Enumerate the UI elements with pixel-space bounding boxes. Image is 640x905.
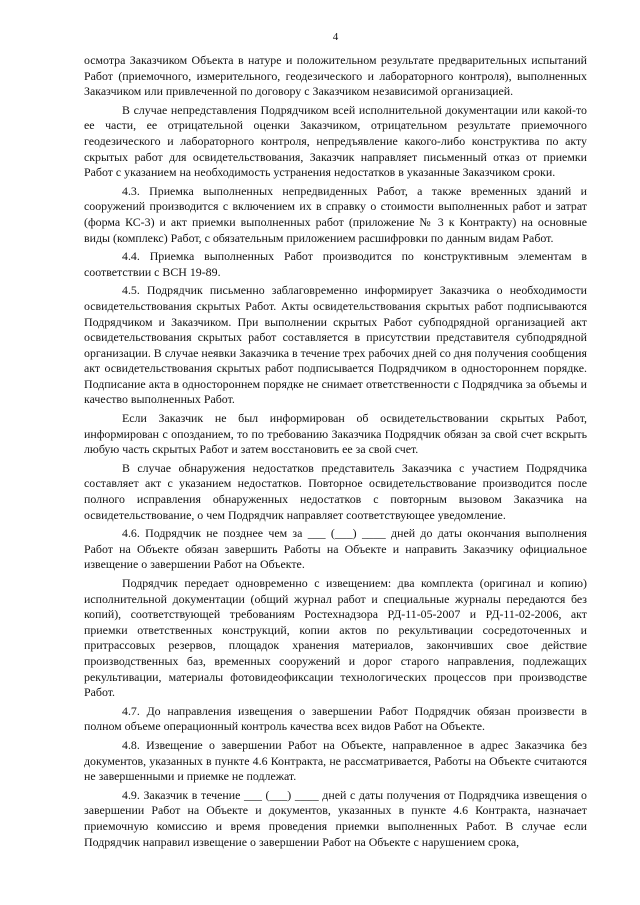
paragraph-4-5: 4.5. Подрядчик письменно заблаговременно информирует Заказчика о необходимости освидетельствования скрытых Работ. Акты освидетельствования скрытых работ подписываются Подрядчиком и Заказчиком. При выполнении скрытых Работ субподрядной организацией акт освидетельствования скрытых работ составляется в присутствии представителя субподрядной организации. В случае неявки Заказчика в течение трех рабочих дней со дня получения сообщения акт освидетельствования скрытых работ подписывается Подрядчиком в одностороннем порядке. Подписание акта в одностороннем порядке не снимает ответственности с Подрядчика за объемы и качество выполненных Работ. [84, 283, 587, 407]
paragraph-continuation: осмотра Заказчиком Объекта в натуре и положительном результате предварительных испытаний Работ (приемочного, измерительного, геодезического и лабораторного контроля), выполненных Заказчиком или привлеченной по договору с Заказчиком независимой организацией. [84, 53, 587, 99]
paragraph-documents-transfer: Подрядчик передает одновременно с извещением: два комплекта (оригинал и копию) исполнительной документации (общий журнал работ и специальные журналы передаются без копий), соответствующей требованиям Ростехнадзора РД-11-05-2007 и РД-11-02-2006, акт приемки ответственных конструкций, копии актов по рекультивации сосредоточенных и притрассовых резервов, площадок хранения материалов, закончивших свое действие производственных баз, временных сооружений и дорог старого направления, подлежащих рекультивации, материалы фотовидеофиксации технологических процессов при производстве Работ. [84, 576, 587, 700]
paragraph-4-7: 4.7. До направления извещения о завершении Работ Подрядчик обязан произвести в полном объеме операционный контроль качества всех видов Работ на Объекте. [84, 703, 587, 734]
paragraph-defects: В случае обнаружения недостатков представитель Заказчика с участием Подрядчика составляет акт с указанием недостатков. Повторное освидетельствование производится после полного исправления обнаруженных недостатков с повторным вызовом Заказчика на освидетельствование, о чем Подрядчик направляет соответствующее уведомление. [84, 460, 587, 522]
paragraph-4-6: 4.6. Подрядчик не позднее чем за ___ (___) ____ дней до даты окончания выполнения Работ на Объекте обязан завершить Работы на Объекте и направить Заказчику официальное извещение о завершении Работ на Объекте. [84, 526, 587, 572]
paragraph-4-3: 4.3. Приемка выполненных непредвиденных Работ, а также временных зданий и сооружений производится с включением их в справку о стоимости выполненных работ и затрат (форма КС-3) и акт приемки выполненных работ (приложение № 3 к Контракту) на основные виды (комплекс) Работ, с обязательным приложением расшифровки по данным видам Работ. [84, 183, 587, 245]
page-number: 4 [332, 31, 339, 43]
paragraph-4-8: 4.8. Извещение о завершении Работ на Объекте, направленное в адрес Заказчика без документов, указанных в пункте 4.6 Контракта, не рассматривается, Работы на Объекте считаются не завершенными и приемке не подлежат. [84, 737, 587, 784]
paragraph-4-4: 4.4. Приемка выполненных Работ производится по конструктивным элементам в соответствии с ВСН 19-89. [84, 249, 587, 279]
paragraph-uninformed-customer: Если Заказчик не был информирован об освидетельствовании скрытых Работ, информирован с опозданием, то по требованию Заказчика Подрядчик обязан за свой счет вскрыть любую часть скрытых Работ и затем восстановить ее за свой счет. [84, 411, 587, 457]
paragraph-nondelivery: В случае непредставления Подрядчиком всей исполнительной документации или какой-то ее части, ее отрицательной оценки Заказчиком, отрицательном результате приемочного геодезического и лабораторного контроля, непредъявление какого-либо конструктива по акту скрытых работ для освидетельствования, Заказчик направляет письменный отказ от приемки Работ с указанием на необходимость устранения недостатков в указанные Заказчиком сроки. [84, 102, 587, 180]
document-page [84, 30, 587, 853]
paragraph-4-9: 4.9. Заказчик в течение ___ (___) ____ дней с даты получения от Подрядчика извещения о завершении Работ на Объекте и документов, указанных в пункте 4.6 Контракта, назначает приемочную комиссию и время проведения приемки выполненных Работ. В случае если Подрядчик направил извещение о завершении Работ на Объекте с нарушением срока, [84, 787, 587, 849]
